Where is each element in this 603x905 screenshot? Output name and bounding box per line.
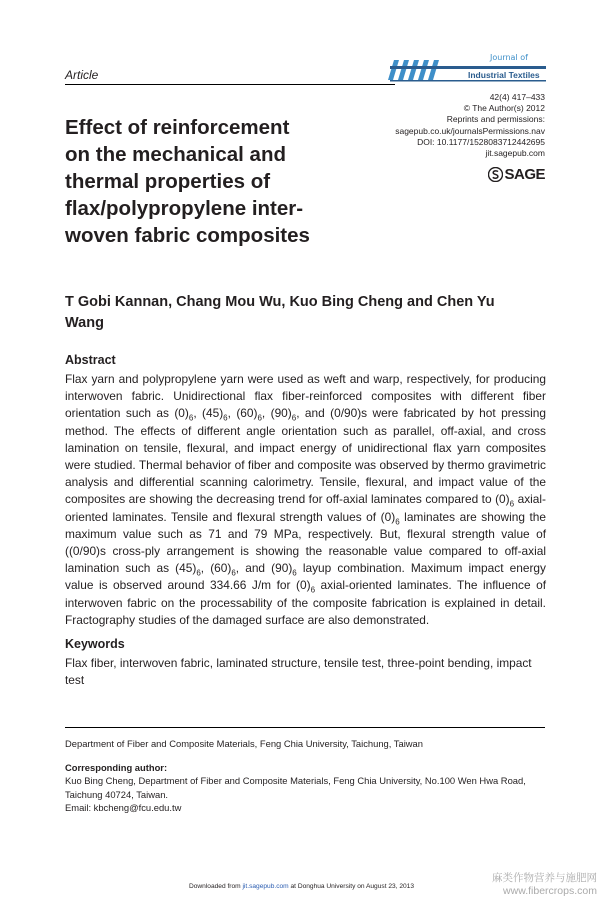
footnote-rule (65, 727, 545, 728)
keywords-text: Flax fiber, interwoven fabric, laminated structure, tensile test, three-point bending, impact test (65, 656, 532, 688)
article-type-label: Article (65, 68, 99, 82)
publisher-name: SAGE (504, 166, 545, 183)
site-watermark (492, 872, 597, 898)
sage-logo (488, 166, 545, 183)
affiliation: Department of Fiber and Composite Materials, Feng Chia University, Taichung, Taiwan (65, 738, 423, 749)
reprints-label: Reprints and permissions: (446, 114, 545, 125)
abstract-text: Flax yarn and polypropylene yarn were used as weft and warp, respectively, for producing interwoven fabric. Unidirectional flax fiber-reinforced composites with different fiber orientation such as $(0)_6$, $(45)_6$, $(60)_6$, $(90)_6$, and (0/90)s were fabricated by hot pressing method. The effects of different angle orientation such as parallel, off-axial, and cross lamination on tensile, flexural, and impact energy of unidirectional flax yarn composites were studied. Thermal behavior of fiber and composite was observed by thermo gravimetric analysis and differential scanning calorimetry. Tensile, flexural, and impact value of the composites are showing the decreasing trend for off-axial laminates compared to $(0)_6$ axial-oriented laminates. Tensile and flexural strength values of $(0)_6$ laminates are showing the maximum value such as 71 and 79 MPa, respectively. But, flexural strength value of ((0/90)s cross-ply arrangement is showing the reasonable value compared to off-axial lamination such as $(45)_6$, $(60)_6$, and $(90)_6$ layup combination. Maximum impact energy value is observed around 334.66 J/m for $(0)_6$ axial-oriented laminates. The influence of interwoven fabric on the processability of the composite fabrication is explained in detail. Fractography studies of the damaged surface are also demonstrated. (65, 372, 547, 627)
title-line: woven fabric composites (65, 224, 310, 247)
download-link[interactable]: jit.sagepub.com (242, 883, 289, 890)
watermark-line2: www.fibercrops.com (503, 885, 597, 897)
permissions-link[interactable]: sagepub.co.uk/journalsPermissions.nav (395, 125, 545, 136)
copyright: © The Author(s) 2012 (463, 103, 545, 114)
keywords-heading: Keywords (65, 637, 125, 651)
corresponding-address: Kuo Bing Cheng, Department of Fiber and Composite Materials, Feng Chia University, No.100 Wen Hwa Road, Taichung 40724, Taiwan. (65, 775, 526, 800)
title-line: on the mechanical and (65, 143, 286, 166)
watermark-line1: 麻类作物营养与施肥网 (492, 872, 597, 884)
title-line: Effect of reinforcement (65, 116, 290, 139)
abstract-heading: Abstract (65, 353, 116, 367)
journal-url[interactable]: jit.sagepub.com (485, 148, 545, 159)
title-line: thermal properties of (65, 170, 271, 193)
title-line: flax/polypropylene inter- (65, 197, 304, 220)
volume-pages: 42(4) 417–433 (489, 92, 545, 102)
article-title (65, 114, 365, 249)
publication-info (395, 92, 545, 159)
corresponding-author-details (65, 774, 550, 815)
author-list: T Gobi Kannan, Chang Mou Wu, Kuo Bing Cheng and Chen Yu Wang (65, 294, 495, 331)
doi[interactable]: DOI: 10.1177/1528083712442695 (417, 136, 545, 147)
corresponding-email[interactable]: Email: kbcheng@fcu.edu.tw (65, 802, 182, 814)
journal-name-line1: Journal of (490, 53, 528, 62)
sage-s-icon (488, 167, 503, 182)
journal-name-line2: Industrial Textiles (468, 70, 540, 80)
download-notice: Downloaded from jit.sagepub.com at Donghua University on August 23, 2013 (188, 883, 415, 890)
header-rule (65, 84, 395, 85)
corresponding-author-heading: Corresponding author: (65, 762, 168, 773)
